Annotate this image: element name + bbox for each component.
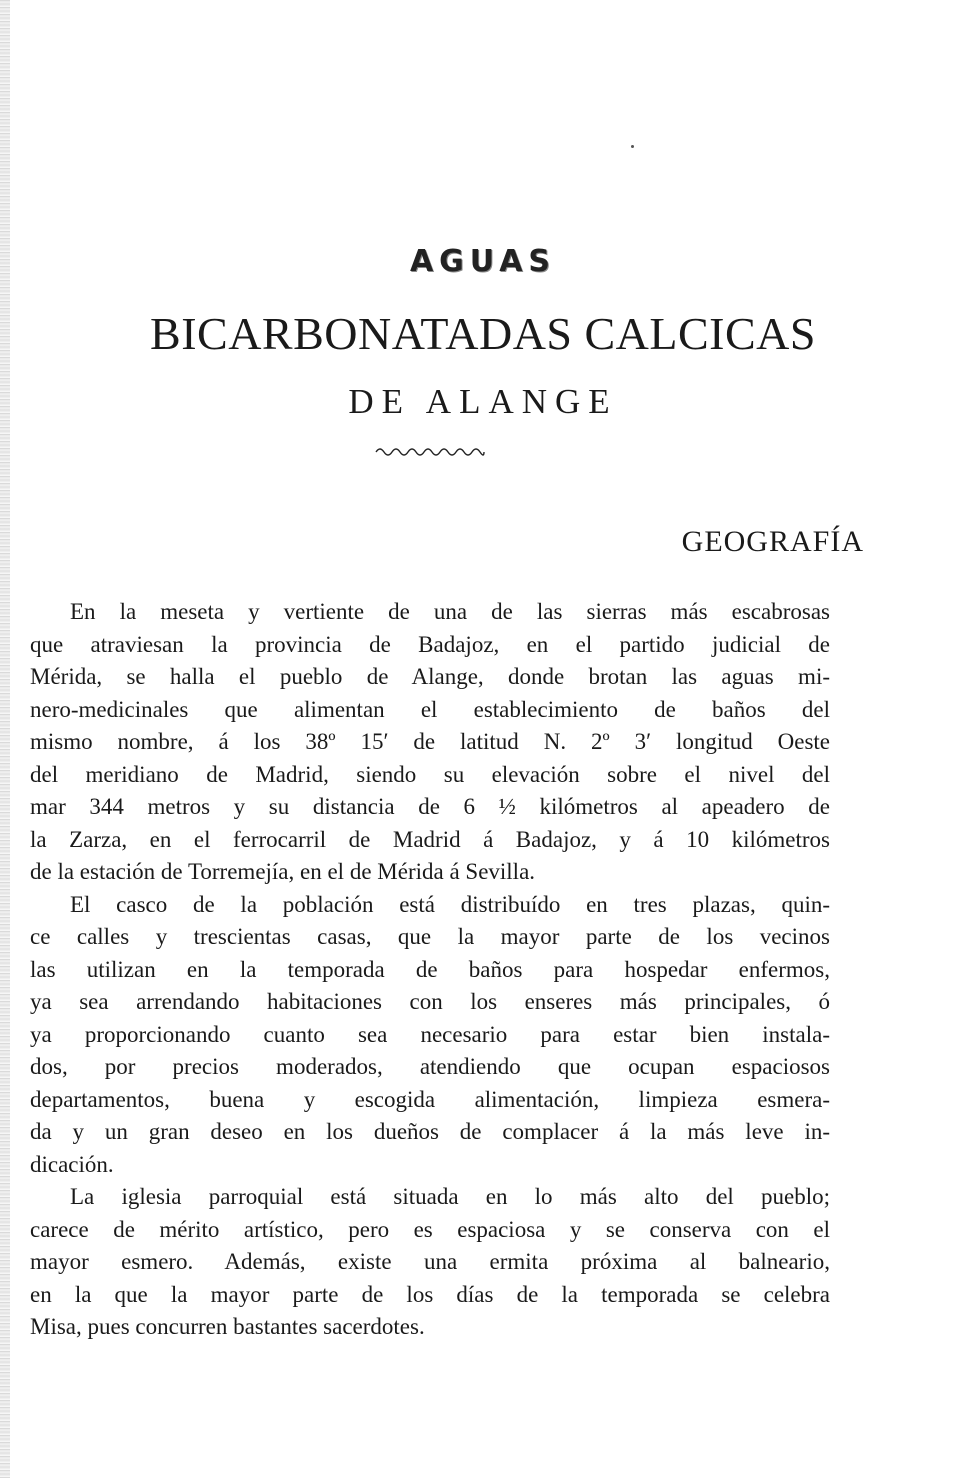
text-line: las utilizan en la temporada de baños para hospedar enfermos, xyxy=(30,956,830,982)
text-line: nero-medicinales que alimentan el establecimiento de baños del xyxy=(30,696,830,722)
text-line: en la que la mayor parte de los días de la temporada se celebra xyxy=(30,1281,830,1307)
text-line: departamentos, buena y escogida alimentación, limpieza esmera- xyxy=(30,1086,830,1112)
text-line: mismo nombre, á los 38º 15′ de latitud N. 2º 3′ longitud Oeste xyxy=(30,729,830,754)
text-line: La iglesia parroquial está situada en lo más alto del pueblo; xyxy=(70,1184,830,1209)
text-line: del meridiano de Madrid, siendo su elevación sobre el nivel del xyxy=(30,761,830,787)
text-line: da y un gran deseo en los dueños de complacer á la más leve in- xyxy=(30,1119,830,1144)
text-line: dicación. xyxy=(30,1151,114,1177)
text-line: carece de mérito artístico, pero es espaciosa y se conserva con el xyxy=(30,1216,830,1242)
wavy-rule-ornament xyxy=(374,444,486,460)
title-aguas: AGUAS xyxy=(409,244,557,279)
text-line: ya proporcionando cuanto sea necesario para estar bien instala- xyxy=(30,1021,830,1047)
print-speck xyxy=(631,145,634,148)
text-line: mayor esmero. Además, existe una ermita próxima al balneario, xyxy=(30,1249,830,1274)
body-text xyxy=(30,596,830,1344)
section-heading: GEOGRAFÍA xyxy=(681,525,864,558)
main-title: BICARBONATADAS CALCICAS xyxy=(150,308,816,359)
text-line: El casco de la población está distribuído en tres plazas, quin- xyxy=(70,891,830,917)
text-line: mar 344 metros y su distancia de 6 ½ kilómetros al apeadero de xyxy=(30,794,830,819)
text-line: Mérida, se halla el pueblo de Alange, donde brotan las aguas mi- xyxy=(30,664,830,689)
text-line: que atraviesan la provincia de Badajoz, en el partido judicial de xyxy=(30,631,830,657)
text-line: de la estación de Torremejía, en el de Mérida á Sevilla. xyxy=(30,859,536,884)
text-line: la Zarza, en el ferrocarril de Madrid á Badajoz, y á 10 kilómetros xyxy=(30,826,830,852)
text-line: dos, por precios moderados, atendiendo que ocupan espaciosos xyxy=(30,1054,830,1079)
text-line: ce calles y trescientas casas, que la mayor parte de los vecinos xyxy=(30,924,830,949)
page-edge xyxy=(0,0,10,1478)
text-line: En la meseta y vertiente de una de las sierras más escabrosas xyxy=(70,599,830,624)
text-line: Misa, pues concurren bastantes sacerdotes. xyxy=(30,1314,425,1339)
text-line: ya sea arrendando habitaciones con los enseres más principales, ó xyxy=(30,989,830,1014)
subtitle: DE ALANGE xyxy=(348,382,618,421)
